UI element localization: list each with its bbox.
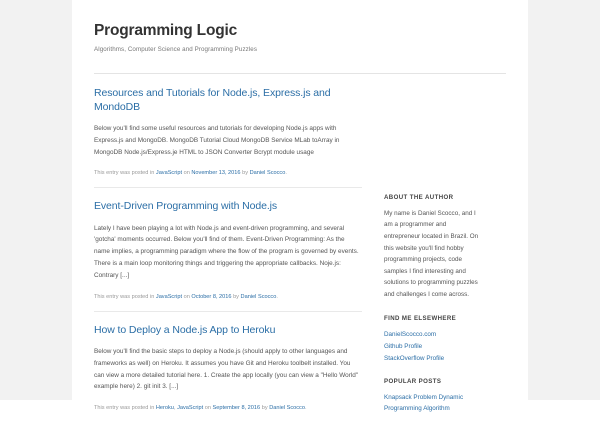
meta-posted-in: This entry was posted in [94,170,155,177]
meta-posted-in: This entry was posted in [94,293,155,300]
widget-title-elsewhere: FIND ME ELSEWHERE [384,314,457,322]
widget-popular-posts [384,378,482,414]
meta-category-link[interactable]: JavaScript [155,170,183,177]
link-stackoverflow-profile[interactable]: StackOverflow Profile [384,354,445,362]
link-github-profile[interactable]: Github Profile [384,342,423,350]
meta-date-link[interactable]: November 13, 2016 [191,170,241,177]
main-content [94,74,362,428]
meta-date-link[interactable]: October 8, 2016 [191,293,232,300]
site-title: Programming Logic [94,22,238,39]
post-title[interactable] [94,199,362,213]
widget-title-about: ABOUT THE AUTHOR [384,193,454,201]
post-excerpt: Lately I have been playing a lot with Node.js and event-driven programming, and several 'gotcha' moments occurred. Below you'll find of them. Event-Driven Programming: As the name implies, a programming paradigm where the flow of the program is governed by events. There is a main loop monitoring things and triggering the appropriate callbacks. Noje.js: Contrary [...] [94,224,359,279]
list-item[interactable] [384,353,482,364]
widget-title-popular: POPULAR POSTS [384,377,442,385]
meta-by: by [233,293,239,300]
meta-comma: , [173,405,176,412]
post-excerpt: Below you'll find some useful resources and tutorials for developing Node.js apps with Express.js and MongoDB. MongoDB Tutorial Cloud MongoDB Service MLab toArray in MongoDB Node.js/Express.je HTML to JSON Converter Bcrypt module usage [94,124,340,156]
post-title-link[interactable]: Event-Driven Programming with Node.js [94,200,278,213]
meta-on: on [183,293,190,300]
widget-find-me-elsewhere [384,315,482,364]
meta-period: . [304,405,307,412]
meta-on: on [204,405,211,412]
post-title[interactable] [94,323,362,337]
meta-on: on [183,170,190,177]
meta-period: . [276,293,278,300]
meta-by: by [261,405,268,412]
meta-period: . [285,170,287,177]
list-item[interactable] [384,329,482,340]
post-title[interactable] [94,86,362,114]
post-meta [94,169,362,178]
meta-author-link[interactable]: Daniel Scocco [240,293,277,300]
meta-posted-in: This entry was posted in [94,405,155,412]
meta-category-link[interactable]: JavaScript [177,405,204,412]
post-excerpt: Below you'll find the basic steps to deploy a Node.js (should apply to other languages and frameworks as well) on Heroku. It assumes you have Git and Heroku toolbelt installed. You can view a more detailed tutorial here. 1. Create the app locally (you can view a "Hello World" example here) 2. git init 3. [...] [94,347,359,391]
site-container [72,0,528,428]
meta-by: by [242,170,248,177]
list-item[interactable] [384,341,482,352]
meta-date-link[interactable]: September 8, 2016 [212,405,261,412]
post-item [94,311,362,422]
columns-layout [94,74,506,428]
post-item [94,86,362,188]
site-description: Algorithms, Computer Science and Programming Puzzles [94,45,258,53]
post-item [94,187,362,310]
site-header [94,22,506,63]
sidebar [362,74,482,428]
post-meta [94,293,362,302]
widget-about-author [384,194,482,301]
post-title-link[interactable]: How to Deploy a Node.js App to Heroku [94,323,276,336]
meta-category-link[interactable]: JavaScript [155,293,183,300]
post-title-link[interactable]: Resources and Tutorials for Node.js, Express.js and MondoDB [94,86,331,113]
meta-author-link[interactable]: Daniel Scocco [249,170,286,177]
about-author-text: My name is Daniel Scocco, and I am a programmer and entrepreneur located in Brazil. On this website you'll find hobby programming projects, code samples I find interesting and solutions to programming puzzles and challenges I come across. [384,209,479,299]
meta-category-link[interactable]: Heroku [155,405,174,412]
link-danielscocco[interactable]: DanielScocco.com [384,330,437,338]
post-meta [94,404,362,413]
popular-posts-text[interactable]: Knapsack Problem Dynamic Programming Algorithm [384,393,464,412]
elsewhere-link-list [384,329,482,364]
meta-author-link[interactable]: Daniel Scocco [269,405,305,412]
